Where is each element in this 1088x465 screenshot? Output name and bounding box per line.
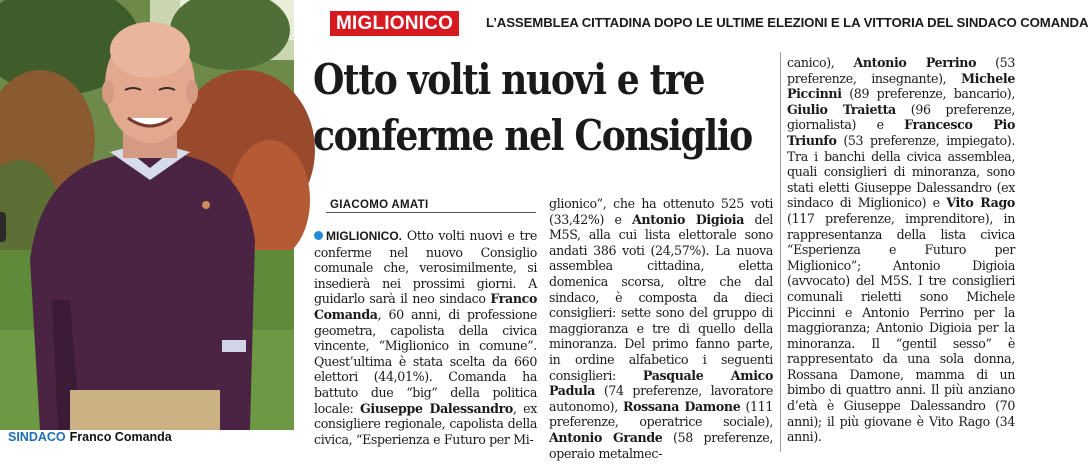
column-3-text (787, 55, 1015, 445)
headline-line-2: conferme nel Consiglio (313, 111, 752, 160)
byline: GIACOMO AMATI (330, 199, 429, 211)
name-highlight: Pasquale Amico Padula (549, 367, 773, 399)
portrait-illustration (0, 0, 294, 430)
bullet-dot-icon (314, 231, 323, 240)
text-run: , 60 anni, di professione geometra, capolista della civica vincente, “Miglionico in comune”. Quest’ultima è stata scelta da 660 elettori (44,01%). Comanda ha battuto due “big” della politica locale: (314, 306, 537, 416)
name-highlight: Giulio Traietta (787, 101, 896, 117)
column-divider (780, 52, 781, 452)
text-run: glionico”, che ha ottenuto 525 voti (33,42%) e (549, 196, 773, 227)
text-run: (96 preferenze, giornalista) e (787, 101, 1016, 133)
column-1-text (314, 228, 537, 447)
name-highlight: Antonio Perrino (853, 55, 977, 70)
text-run: Otto volti nuovi e tre conferme nel nuovo Consiglio comunale che, verosimilmente, si insedierà nei prossimi giorni. A guidarlo sarà il neo sindaco (314, 228, 537, 307)
name-highlight: Antonio Digioia (632, 211, 745, 227)
section-tag: MIGLIONICO (330, 11, 459, 36)
name-highlight: Giuseppe Dalessandro (360, 400, 513, 416)
text-run: (53 preferenze, insegnante), (787, 55, 1016, 86)
text-run: del M5S, alla cui lista elettorale sono andati 386 voti (24,57%). La nuova assemblea cittadina, eletta domenica scorsa, oltre che dal sindaco, è composta da dieci consiglieri: sette sono del gruppo di maggioranza e tre di quello della minoranza. Del primo fanno parte, in ordine alfabetico i seguenti consiglieri: (549, 211, 773, 383)
byline-rule (326, 212, 536, 213)
column-2-text (549, 196, 773, 461)
name-highlight: Antonio Grande (549, 429, 663, 445)
page-edge-marker (0, 212, 6, 242)
article-column-1 (314, 228, 537, 447)
text-run: (53 preferenze, impiegato). Tra i banchi della civica assemblea, quali consiglieri di minoranza, sono stati eletti Giuseppe Dalessandro (ex sindaco di Miglionico) e (787, 132, 1015, 211)
article-photo (0, 0, 294, 430)
text-run: (89 preferenze, bancario), (841, 86, 1015, 102)
dateline: MIGLIONICO. (326, 229, 402, 243)
kicker-summary: L’ASSEMBLEA CITTADINA DOPO LE ULTIME ELEZIONI E LA VITTORIA DEL SINDACO COMANDA (486, 15, 1088, 30)
text-run: , ex consigliere regionale, capolista della civica, “Esperienza e Futuro per Mi- (314, 400, 537, 447)
caption-name: Franco Comanda (69, 430, 172, 444)
caption-label: SINDACO (8, 430, 66, 444)
name-highlight: Rossana Damone (622, 398, 741, 414)
text-run: (117 preferenze, imprenditore), in rappresentanza della lista civica “Esperienza e Futuro per Miglionico”; Antonio Digioia (avvocato) del M5S. I tre consiglieri comunali rieletti sono Michele Piccinni e Antonio Perrino per la maggioranza; Antonio Digioia per la minoranza. Il “gentil sesso” è rappresentato da una sola donna, Rossana Damone, mamma di un bimbo di quattro anni. Il più anziano d’età è Giuseppe Dalessandro (70 anni); il più giovane è Vito Rago (34 anni). (787, 210, 1015, 445)
text-run: (111 preferenze, operatrice sociale), (549, 398, 773, 430)
headline-line-1: Otto volti nuovi e tre (313, 55, 705, 104)
name-highlight: Michele Piccinni (787, 70, 1015, 102)
text-run: (58 preferenze, operaio metalmec- (549, 429, 773, 461)
text-run: (74 preferenze, lavoratore autonomo), (549, 383, 773, 414)
name-highlight: Franco Comanda (314, 291, 537, 322)
article-column-3 (787, 55, 1015, 445)
name-highlight: Vito Rago (946, 195, 1015, 211)
headline (313, 52, 752, 164)
photo-caption (8, 430, 172, 448)
article-column-2 (549, 196, 773, 461)
name-highlight: Francesco Pio Triunfo (787, 117, 1015, 148)
text-run: canico), (787, 55, 854, 70)
